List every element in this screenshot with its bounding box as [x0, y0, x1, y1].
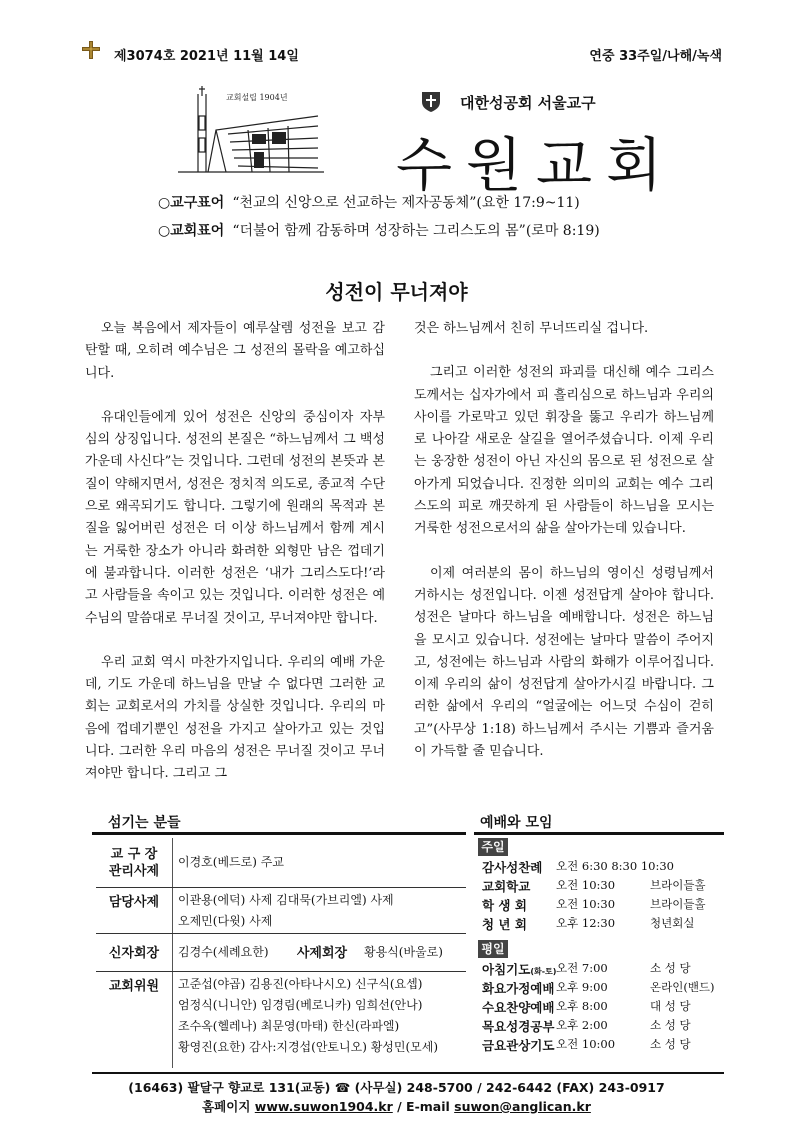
service-time: 오전 6:30 8:30 10:30 — [556, 859, 674, 873]
staff-row — [96, 972, 466, 1068]
email-link[interactable]: suwon@anglican.kr — [454, 1099, 591, 1114]
diocese-name: 대한성공회 서울교구 — [460, 94, 596, 112]
staff-names: 이경호(베드로) 주교 — [178, 855, 284, 869]
sunday-label: 주일 — [478, 838, 508, 856]
service-place: 소 성 당 — [650, 1018, 691, 1032]
article-paragraph: 것은 하느님께서 친히 무너뜨리실 겁니다. — [414, 321, 649, 336]
service-name: 교회학교 — [482, 879, 531, 894]
service-name: 수요찬양예배 — [482, 1000, 555, 1015]
service-time: 오전 7:00 — [556, 961, 608, 975]
schedule-row — [478, 896, 728, 915]
schedule-heading: 예배와 모임 — [480, 815, 553, 831]
staff-role: 사제회장 — [296, 946, 348, 961]
service-name-text: 아침기도 — [482, 962, 531, 977]
staff-row — [96, 934, 466, 972]
motto-label: ○교구표어 — [158, 195, 225, 211]
staff-role: 교회위원 — [108, 979, 160, 994]
service-name: 감사성찬례 — [482, 860, 543, 875]
schedule-row — [478, 858, 728, 877]
service-name: 청 년 회 — [482, 917, 527, 932]
church-title: 수원교회 — [396, 131, 677, 199]
service-place: 소 성 당 — [650, 961, 691, 975]
service-name: 학 생 회 — [482, 898, 527, 913]
footer-contact — [0, 1097, 793, 1115]
service-time: 오후 8:00 — [556, 999, 608, 1013]
service-time: 오전 10:30 — [556, 897, 616, 911]
staff-role: 교 구 장 관리사제 — [108, 847, 160, 879]
weekday-label: 평일 — [478, 940, 508, 958]
staff-name-line: 이관용(에덕) 사제 김대묵(가브리엘) 사제 — [178, 893, 394, 907]
staff-names: 황용식(바울로) — [364, 945, 443, 959]
schedule-row — [478, 998, 728, 1017]
service-days: (화-토) — [530, 967, 557, 976]
staff-row — [96, 888, 466, 934]
motto-text: “더불어 함께 감동하며 성장하는 그리스도의 몸”(로마 8:19) — [232, 223, 600, 239]
weekday-schedule — [478, 960, 728, 1055]
service-time: 오전 10:30 — [556, 878, 616, 892]
service-name — [482, 960, 556, 978]
service-name: 금요관상기도 — [482, 1038, 555, 1053]
article-column-right — [414, 318, 714, 785]
schedule-row — [478, 979, 728, 998]
footer-address: (16463) 팔달구 향교로 131(교동) ☎ (사무실) 248-5700 / 242-6442 (FAX) 243-0917 — [128, 1080, 665, 1095]
service-time: 오후 9:00 — [556, 980, 608, 994]
church-sketch-illustration — [168, 86, 324, 176]
staff-name-line: 엄정식(니니안) 임경림(베로니카) 임희선(안나) — [178, 998, 423, 1012]
article-title: 성전이 무너져야 — [325, 280, 468, 304]
issue-date: 제3074호 2021년 11월 14일 — [114, 49, 299, 64]
service-place: 대 성 당 — [650, 999, 691, 1013]
service-name: 화요가정예배 — [482, 981, 555, 996]
diocese-motto — [158, 192, 580, 212]
staff-name-line: 오제민(다윗) 사제 — [178, 914, 273, 928]
service-name: 목요성경공부 — [482, 1019, 555, 1034]
schedule-row — [478, 1017, 728, 1036]
service-time: 오후 12:30 — [556, 916, 616, 930]
schedule-heading-rule — [474, 832, 724, 835]
staff-role: 담당사제 — [108, 895, 160, 910]
staff-heading: 섬기는 분들 — [108, 815, 181, 831]
article-paragraph: 우리 교회 역시 마찬가지입니다. 우리의 예배 가운데, 기도 가운데 하느님을 만날 수 없다면 그러한 교회는 교회로서의 가치를 상실한 것입니다. 우리의 마음에 껍데기뿐인 성전을 가지고 살아가고 있는 것입니다. 그러한 우리 마음의 성전은 무너질 것이고 무너져야만 합니다. 그리고 그 — [85, 654, 385, 782]
staff-row — [96, 840, 466, 888]
staff-name-line: 조수옥(헬레나) 최문영(마태) 한신(라파엘) — [178, 1019, 400, 1033]
schedule-row — [478, 960, 728, 979]
homepage-link[interactable]: www.suwon1904.kr — [254, 1099, 393, 1114]
staff-role: 신자회장 — [108, 946, 160, 961]
masthead-bar — [92, 42, 722, 64]
schedule-row — [478, 877, 728, 896]
service-place: 온라인(밴드) — [650, 980, 715, 994]
staff-names: 김경수(세례요한) — [178, 945, 269, 959]
sunday-schedule — [478, 858, 728, 934]
staff-name-line: 고준섭(야곱) 김용진(아타나시오) 신구식(요셉) — [178, 977, 423, 991]
article-paragraph: 유대인들에게 있어 성전은 신앙의 중심이자 자부심의 상징입니다. 성전의 본질은 “하느님께서 그 백성 가운데 사신다”는 것입니다. 그런데 성전의 본뜻과 본질이 약해지면서, 성전은 정치적 의도로, 종교적 수단으로 왜곡되기도 합니다. 그렇기에 원래의 목적과 본질을 잃어버린 성전은 더 이상 하느님께서 함께 계시는 거룩한 장소가 아니라 화려한 외형만 남은 껍데기에 불과합니다. 이러한 성전은 ‘내가 그리스도다!’라고 사람들을 속이고 있는 것입니다. 이러한 성전은 예수님의 말씀대로 무너질 것이고, 무너져야만 합니다. — [85, 409, 385, 626]
church-motto — [158, 220, 600, 240]
service-place: 청년회실 — [650, 916, 695, 930]
staff-heading-rule — [92, 832, 466, 835]
service-place: 브라이듵홀 — [650, 878, 706, 892]
staff-names — [178, 890, 394, 932]
article-column-left — [85, 318, 385, 808]
motto-text: “천교의 신앙으로 선교하는 제자공동체”(요한 17:9~11) — [232, 195, 580, 211]
staff-name-line: 황영진(요한) 감사:지경섭(안토니오) 황성민(모세) — [178, 1040, 439, 1054]
diocese-seal-icon — [420, 90, 442, 112]
article-paragraph: 오늘 복음에서 제자들이 예루살렘 성전을 보고 감탄할 때, 오히려 예수님은 그 성전의 몰락을 예고하십니다. — [85, 321, 385, 381]
cross-icon — [82, 41, 100, 59]
footer-rule — [92, 1072, 724, 1074]
email-label: / E-mail — [397, 1099, 450, 1114]
service-place: 소 성 당 — [650, 1037, 691, 1051]
staff-names — [178, 974, 438, 1058]
schedule-row — [478, 915, 728, 934]
service-time: 오전 10:00 — [556, 1037, 616, 1051]
sketch-caption: 교회설립 1904년 — [226, 93, 288, 102]
article-paragraph: 그리고 이러한 성전의 파괴를 대신해 예수 그리스도께서는 십자가에서 피 흘리심으로 하느님과 우리의 사이를 가로막고 있던 휘장을 뚫고 우리가 하느님께로 나아갈 새로운 살길을 열어주셨습니다. 이제 우리는 웅장한 성전이 아닌 자신의 몸으로 된 성전으로 살아가게 되었습니다. 진정한 의미의 교회는 예수 그리스도의 피로 깨끗하게 된 사람들이 하느님을 모시는 거룩한 성전으로서의 삶을 살아가는데 있습니다. — [414, 365, 714, 537]
service-time: 오후 2:00 — [556, 1018, 608, 1032]
service-place: 브라이듵홀 — [650, 897, 706, 911]
article-paragraph: 이제 여러분의 몸이 하느님의 영이신 성령님께서 거하시는 성전입니다. 이젠 성전답게 살아야 합니다. 성전은 날마다 하느님을 예배합니다. 성전은 하느님을 모시고 있습니다. 성전에는 날마다 말씀이 주어지고, 성전에는 하느님과 사람의 화해가 이루어집니다. 이제 우리의 삶이 성전답게 살아가시길 바랍니다. 그러한 삶에서 우리의 “얼굴에는 어느덧 수심이 걷히고”(사무상 1:18) 하느님께서 주시는 기쁨과 즐거움이 가득할 줄 믿습니다. — [414, 565, 714, 760]
motto-label: ○교회표어 — [158, 223, 225, 239]
schedule-row — [478, 1036, 728, 1055]
homepage-label: 홈페이지 — [202, 1099, 251, 1114]
liturgical-season: 연중 33주일/나해/녹색 — [589, 49, 722, 64]
